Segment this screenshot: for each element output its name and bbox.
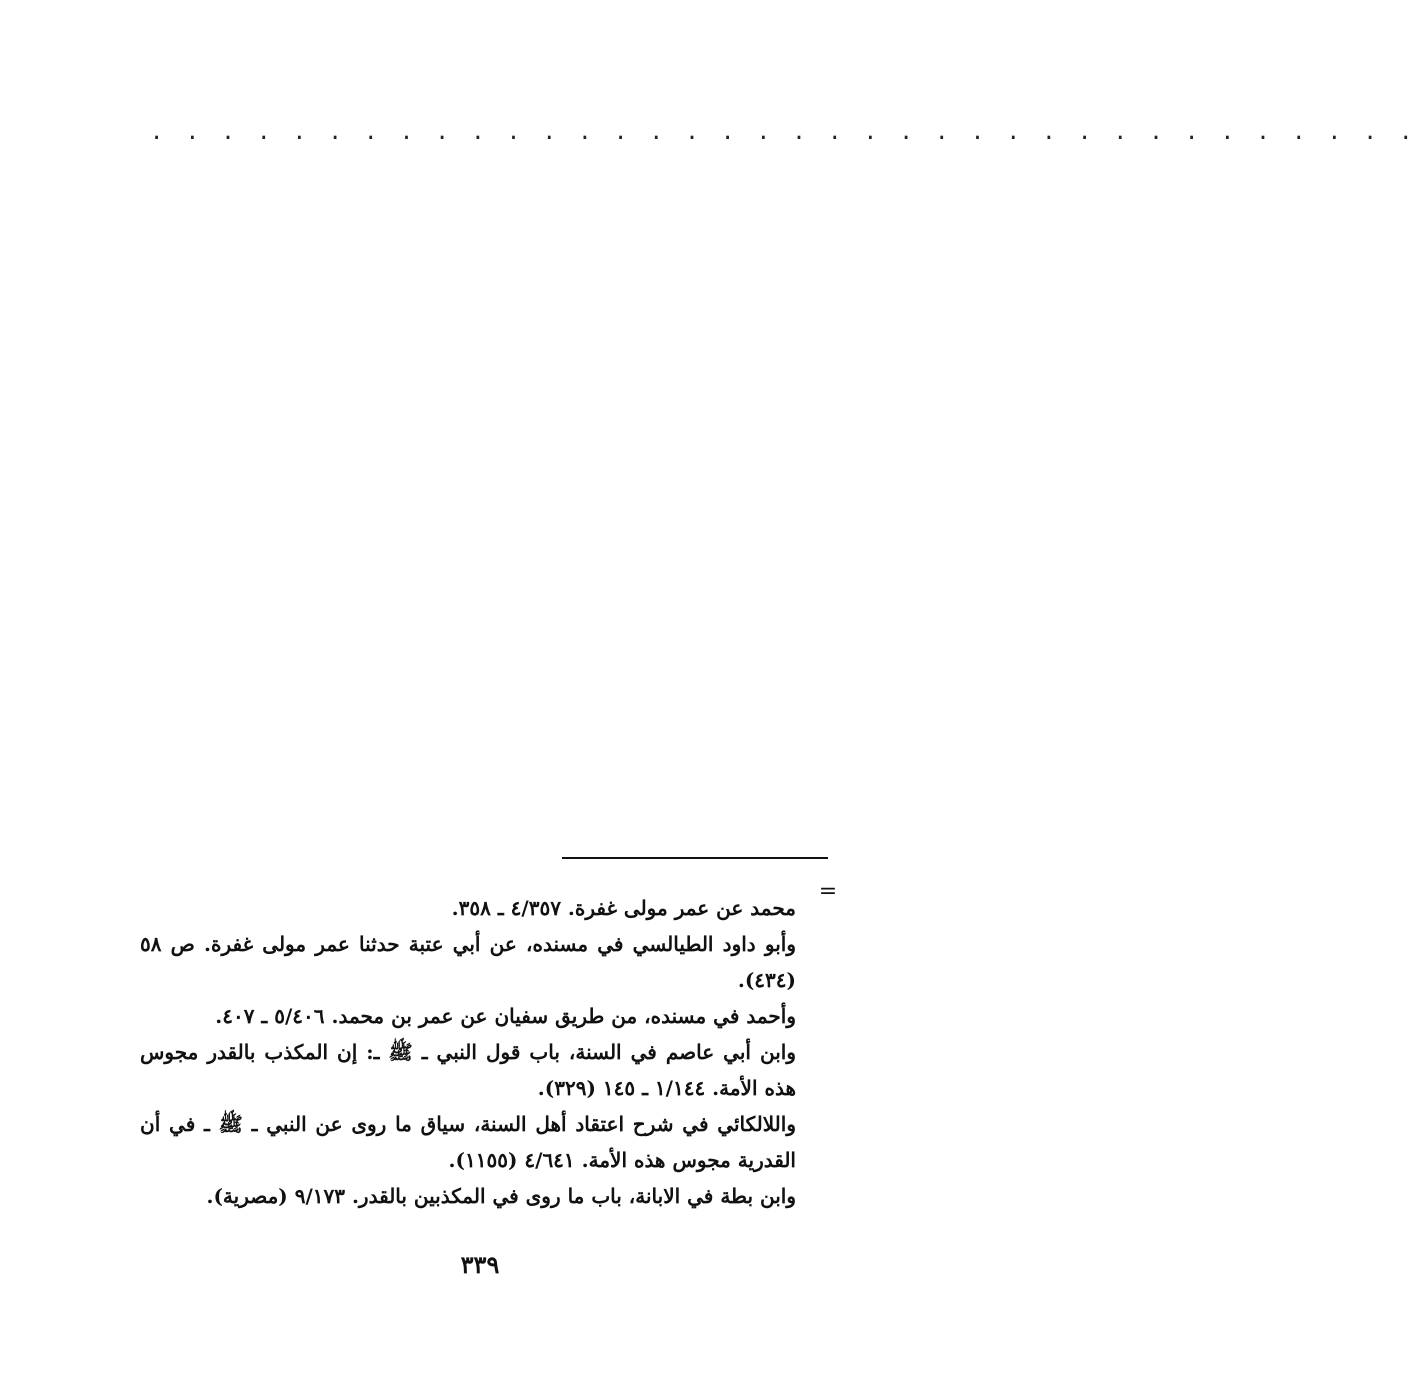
footnote-line: وابن أبي عاصم في السنة، باب قول النبي ـ ﷺ ـ: إن المكذب بالقدر مجوس هذه الأمة. ١/١٤٤ ـ ١٤٥ (٣٢٩). xyxy=(140,1040,796,1100)
footnote-line: وأبو داود الطيالسي في مسنده، عن أبي عتبة حدثنا عمر مولى غفرة. ص ٥٨ (٤٣٤). xyxy=(140,932,796,992)
page-number: ٣٣٩ xyxy=(460,1250,500,1279)
footnote-line: وأحمد في مسنده، من طريق سفيان عن عمر بن محمد. ٥/٤٠٦ ـ ٤٠٧. xyxy=(215,1004,796,1028)
footnote-line: وابن بطة في الابانة، باب ما روى في المكذبين بالقدر. ٩/١٧٣ (مصرية). xyxy=(206,1184,796,1208)
footnote-line: محمد عن عمر مولى غفرة. ٤/٣٥٧ ـ ٣٥٨. xyxy=(451,896,796,920)
continuation-mark: = xyxy=(818,879,838,904)
footnotes xyxy=(140,890,796,1214)
dotted-rule: . . . . . . . . . . . . . . . . . . . . . . . . . . . . . . . . . . . . xyxy=(150,120,1417,145)
footnote-line: واللالكائي في شرح اعتقاد أهل السنة، سياق ما روى عن النبي ـ ﷺ ـ في أن القدرية مجوس هذه الأمة. ٤/٦٤١ (١١٥٥). xyxy=(140,1112,796,1172)
footnote-separator xyxy=(562,857,828,859)
